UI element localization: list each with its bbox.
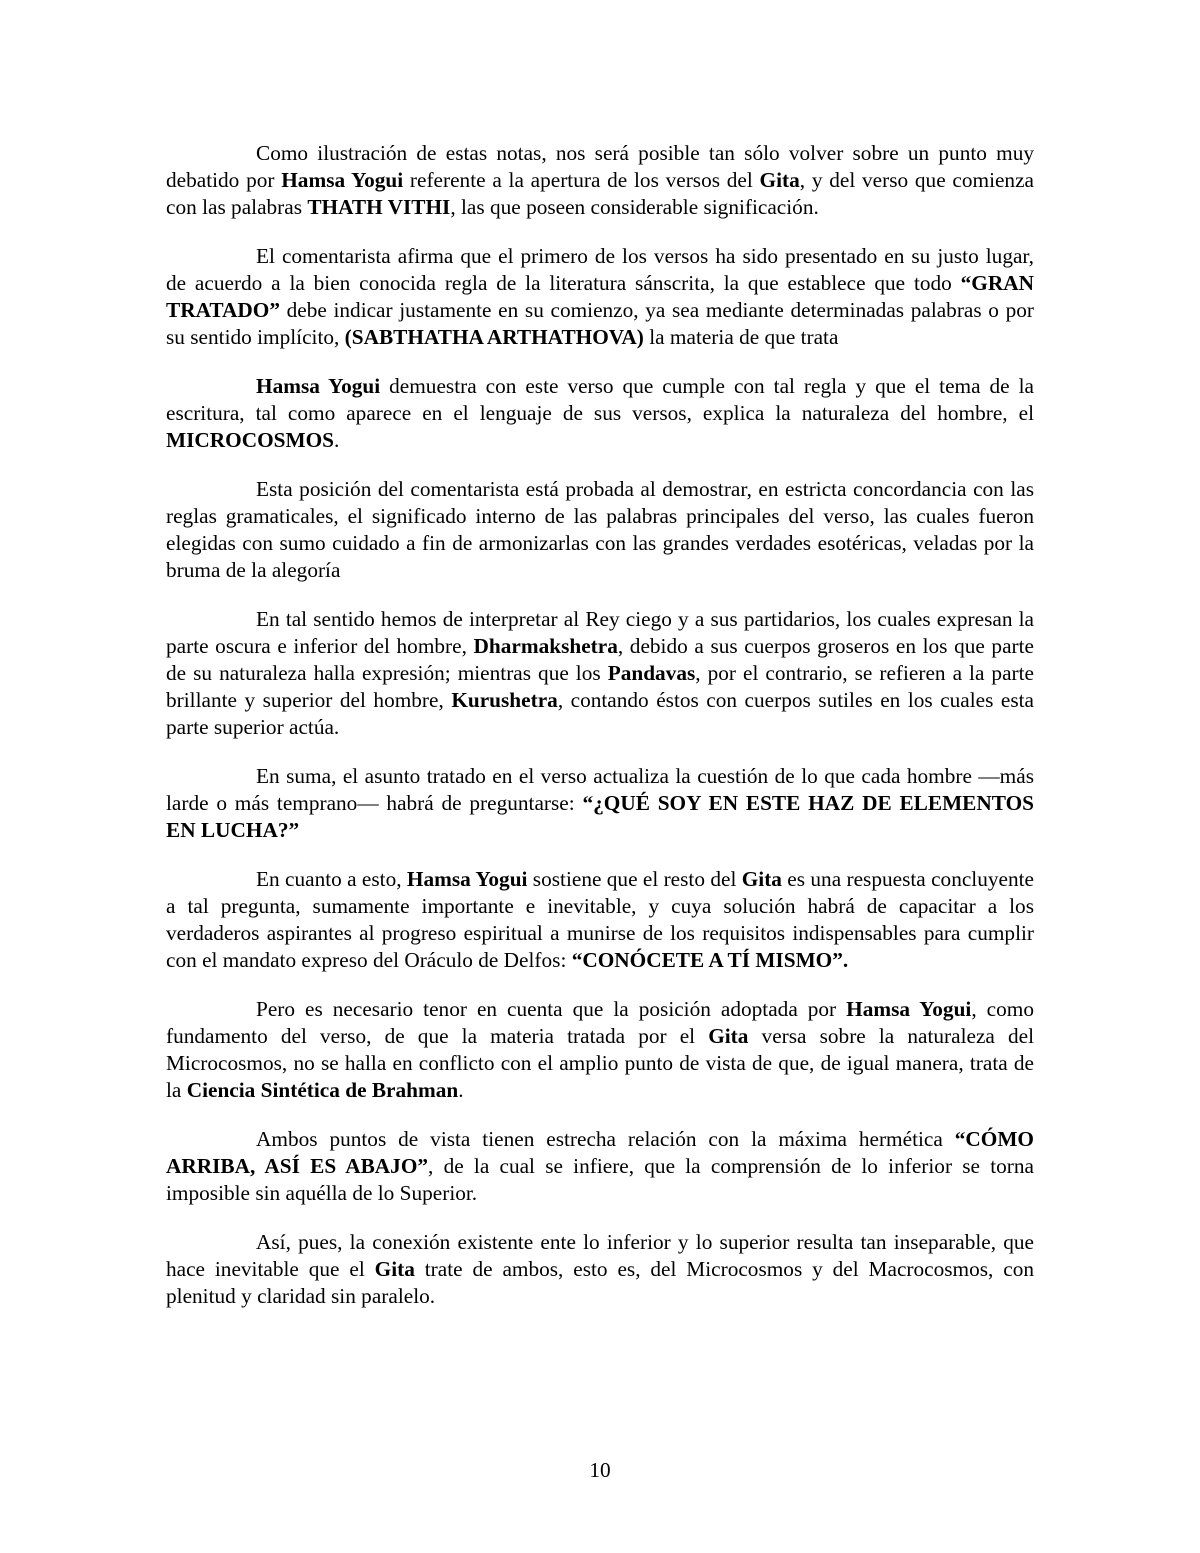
paragraph — [166, 140, 1034, 221]
text-run: trate de ambos, esto es, del Microcosmos y del Macrocosmos, con plenitud y claridad sin paralelo. — [166, 1257, 1034, 1308]
bold-run: (SABTHATHA ARTHATHOVA) — [344, 325, 644, 349]
bold-run: Pandavas — [607, 661, 696, 685]
text-run: es una respuesta concluyente a tal pregunta, sumamente importante e inevitable, y cuya solución habrá de capacitar a los verdaderos aspirantes al progreso espiritual a munirse de los requisitos indispensables para cumplir con el mandato expreso del Oráculo de Delfos: — [166, 867, 1034, 972]
bold-run: Hamsa Yogui — [281, 168, 404, 192]
bold-run: Dharmakshetra — [473, 634, 618, 658]
bold-run: Hamsa Yogui — [846, 997, 972, 1021]
paragraph — [166, 1229, 1034, 1310]
page-body — [166, 140, 1034, 1332]
text-run: , por el contrario, se refieren a la parte brillante y superior del hombre, — [166, 661, 1034, 712]
paragraph — [166, 1126, 1034, 1207]
bold-run: “GRAN TRATADO” — [166, 271, 1034, 322]
bold-run: Gita — [374, 1257, 415, 1281]
text-run: Pero es necesario tenor en cuenta que la posición adoptada por — [256, 997, 847, 1021]
text-run: . — [334, 428, 340, 452]
text-run: Así, pues, la conexión existente ente lo inferior y lo superior resulta tan inseparable, que hace inevitable que el — [166, 1230, 1034, 1281]
bold-run: Gita — [708, 1024, 749, 1048]
text-run: , de la cual se infiere, que la comprensión de lo inferior se torna imposible sin aquélla de lo Superior. — [166, 1154, 1034, 1205]
text-run: . — [458, 1078, 464, 1102]
text-run: versa sobre la naturaleza del Microcosmos, no se halla en conflicto con el amplio punto de vista de que, de igual manera, trata de la — [166, 1024, 1034, 1102]
text-run: , y del verso que comienza con las palabras — [166, 168, 1034, 219]
text-run: En suma, el asunto tratado en el verso actualiza la cuestión de lo que cada hombre —más larde o más temprano— habrá de preguntarse: — [166, 764, 1034, 815]
text-run: sostiene que el resto del — [527, 867, 742, 891]
text-run: El comentarista afirma que el primero de los versos ha sido presentado en su justo lugar, de acuerdo a la bien conocida regla de la literatura sánscrita, la que establece que todo — [166, 244, 1034, 295]
text-run: En tal sentido hemos de interpretar al Rey ciego y a sus partidarios, los cuales expresan la parte oscura e inferior del hombre, — [166, 607, 1034, 658]
paragraph — [166, 243, 1034, 351]
bold-run: THATH VITHI — [307, 195, 451, 219]
paragraph — [166, 763, 1034, 844]
text-run: la materia de que trata — [643, 325, 839, 349]
text-run: Ambos puntos de vista tienen estrecha relación con la máxima hermética — [256, 1127, 955, 1151]
bold-run: MICROCOSMOS — [166, 428, 335, 452]
bold-run: “CÓMO ARRIBA, ASÍ ES ABAJO” — [166, 1127, 1034, 1178]
text-run: Esta posición del comentarista está probada al demostrar, en estricta concordancia con las reglas gramaticales, el significado interno de las palabras principales del verso, las cuales fueron elegidas con sumo cuidado a fin de armonizarlas con las grandes verdades esotéricas, veladas por la bruma de la alegoría — [166, 477, 1034, 582]
text-run: Como ilustración de estas notas, nos será posible tan sólo volver sobre un punto muy debatido por — [166, 141, 1034, 192]
paragraph — [166, 866, 1034, 974]
text-run: , debido a sus cuerpos groseros en los que parte de su naturaleza halla expresión; mientras que los — [166, 634, 1034, 685]
page-number: 10 — [589, 1458, 611, 1482]
text-run: , contando éstos con cuerpos sutiles en los cuales esta parte superior actúa. — [166, 688, 1034, 739]
bold-run: Hamsa Yogui — [406, 867, 528, 891]
text-run: referente a la apertura de los versos del — [403, 168, 760, 192]
text-run: En cuanto a esto, — [256, 867, 407, 891]
paragraph — [166, 476, 1034, 584]
paragraph — [166, 996, 1034, 1104]
text-run: , como fundamento del verso, de que la materia tratada por el — [166, 997, 1034, 1048]
bold-run: Gita — [759, 168, 800, 192]
paragraph — [166, 606, 1034, 741]
bold-run: Hamsa Yogui — [256, 374, 381, 398]
bold-run: “¿QUÉ SOY EN ESTE HAZ DE ELEMENTOS EN LUCHA?” — [166, 791, 1034, 842]
text-run: , las que poseen considerable significación. — [450, 195, 819, 219]
bold-run: Ciencia Sintética de Brahman — [186, 1078, 459, 1102]
bold-run: Gita — [741, 867, 782, 891]
text-run: debe indicar justamente en su comienzo, ya sea mediante determinadas palabras o por su sentido implícito, — [166, 298, 1034, 349]
bold-run: Kurushetra — [451, 688, 558, 712]
bold-run: “CONÓCETE A TÍ MISMO”. — [571, 948, 849, 972]
text-run: demuestra con este verso que cumple con tal regla y que el tema de la escritura, tal como aparece en el lenguaje de sus versos, explica la naturaleza del hombre, el — [166, 374, 1034, 425]
paragraph — [166, 373, 1034, 454]
